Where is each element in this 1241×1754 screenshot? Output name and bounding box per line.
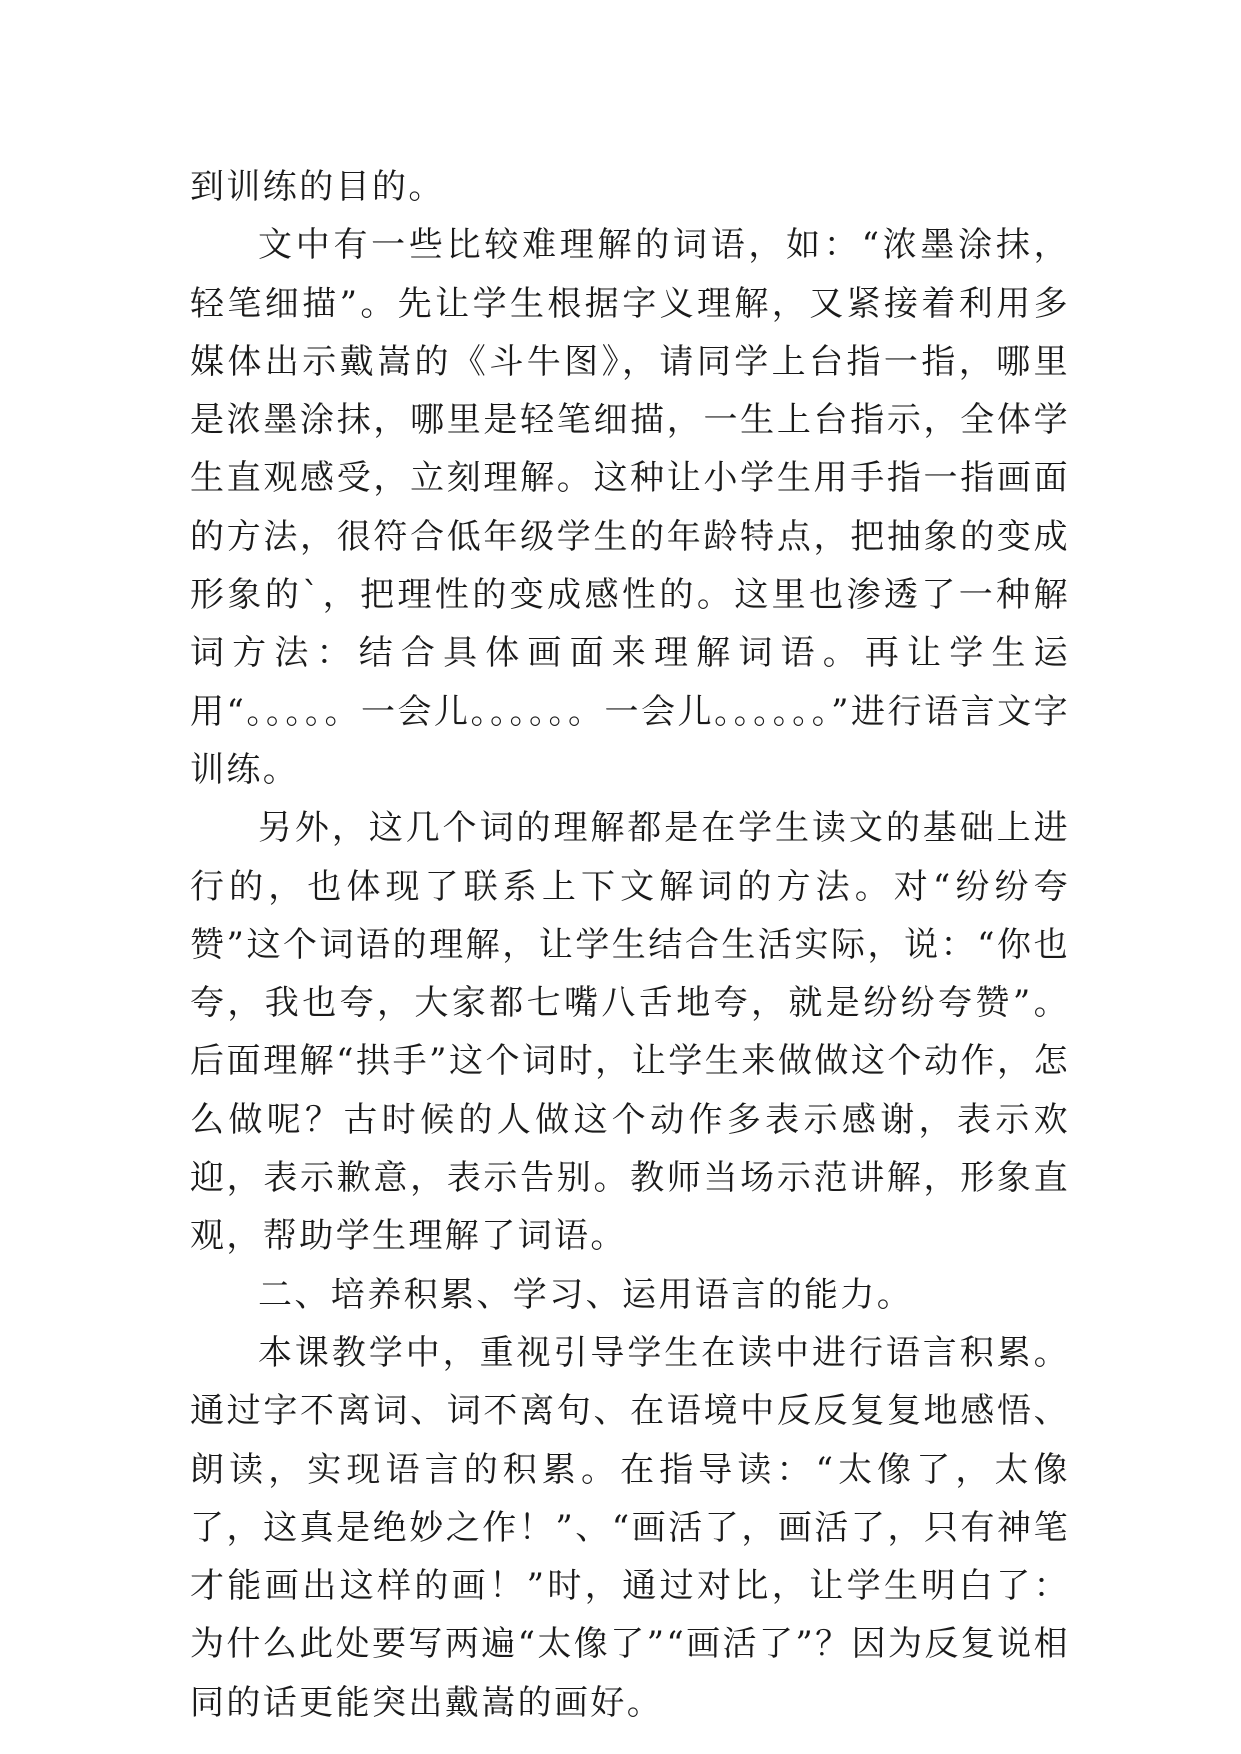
paragraph-context-method: 另外，这几个词的理解都是在学生读文的基础上进行的，也体现了联系上下文解词的方法。对“纷纷夸赞”这个词语的理解，让学生结合生活实际，说：“你也夸，我也夸，大家都七嘴八舌地夸，就是纷纷夸赞”。后面理解“拱手”这个词时，让学生来做做这个动作，怎么做呢？古时候的人做这个动作多表示感谢，表示欢迎，表示歉意，表示告别。教师当场示范讲解，形象直观，帮助学生理解了词语。 [190,808,1070,1257]
paragraph-language-accumulation: 本课教学中，重视引导学生在读中进行语言积累。通过字不离词、词不离句、在语境中反反复复地感悟、朗读，实现语言的积累。在指导读：“太像了，太像了，这真是绝妙之作！”、“画活了，画活了，只有神笔才能画出这样的画！”时，通过对比，让学生明白了：为什么此处要写两遍“太像了”“画活了”？因为反复说相同的话更能突出戴嵩的画好。 [190,1332,1070,1723]
section-heading: 二、培养积累、学习、运用语言的能力。 [258,1274,914,1315]
paragraph-word-understanding: 文中有一些比较难理解的词语，如：“浓墨涂抹，轻笔细描”。先让学生根据字义理解，又紧接着利用多媒体出示戴嵩的《斗牛图》，请同学上台指一指，哪里是浓墨涂抹，哪里是轻笔细描，一生上台指示，全体学生直观感受，立刻理解。这种让小学生用手指一指画面的方法，很符合低年级学生的年龄特点，把抽象的变成形象的`，把理性的变成感性的。这里也渗透了一种解词方法：结合具体画面来理解词语。再让学生运用“。。。。。一会儿。。。。。。一会儿。。。。。。”进行语言文字训练。 [190,225,1070,790]
document-body [190,158,1070,1732]
paragraph-continuation: 到训练的目的。 [190,167,445,207]
